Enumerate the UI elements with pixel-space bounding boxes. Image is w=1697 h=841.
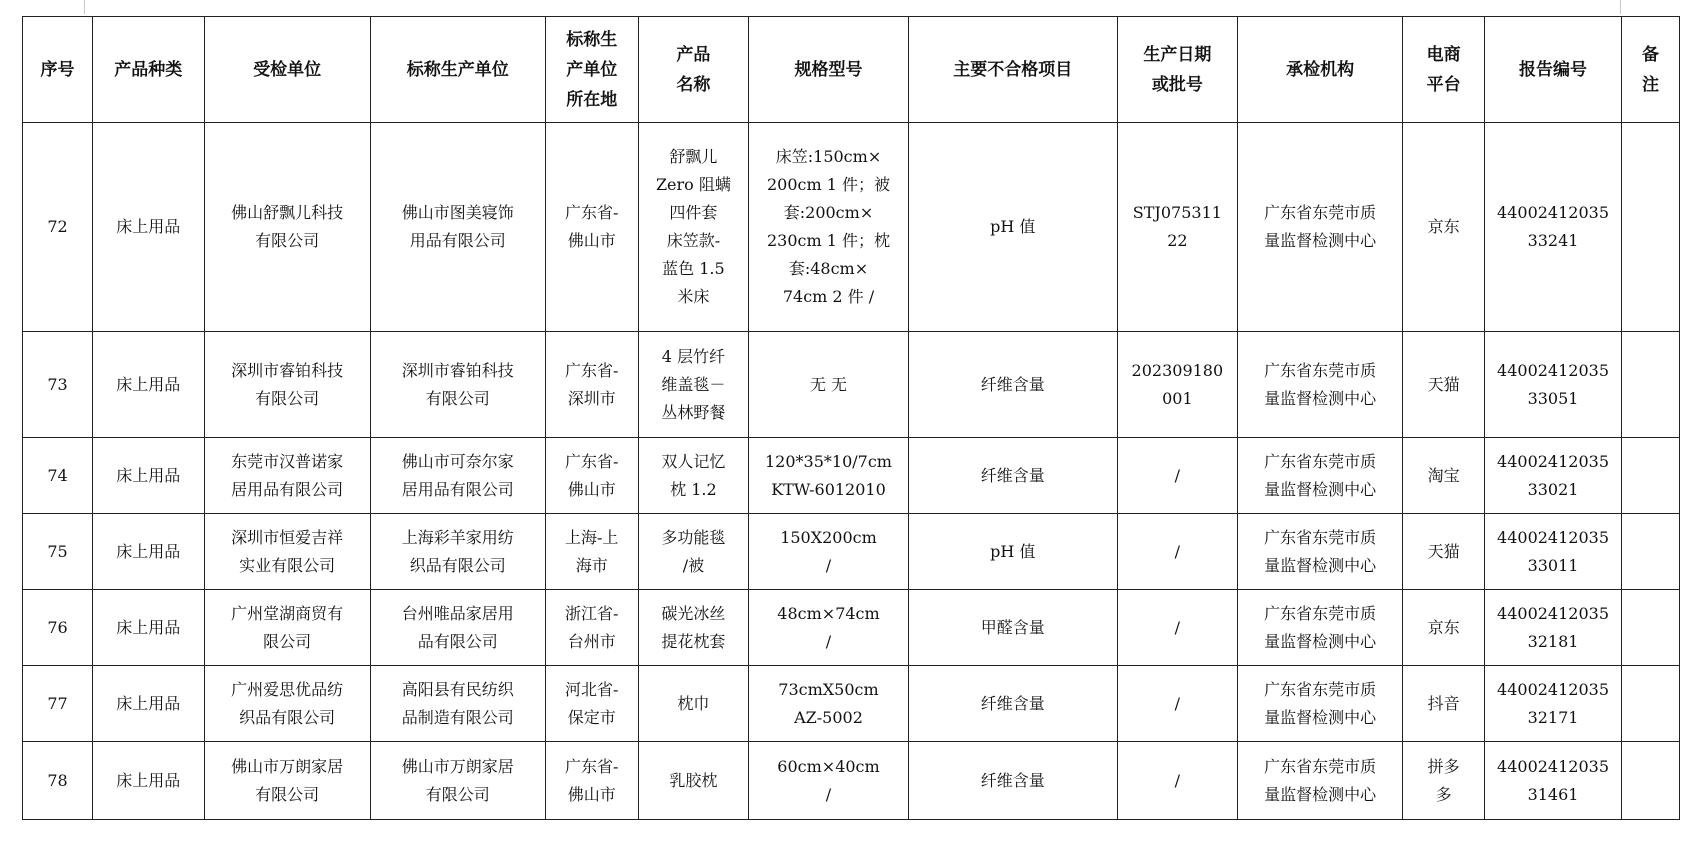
- cell-inspected-unit: 佛山市万朗家居 有限公司: [204, 742, 370, 820]
- cell-inspected-unit: 深圳市睿铂科技 有限公司: [204, 332, 370, 438]
- cell-remark: [1621, 123, 1679, 332]
- cell-specification: 60cm×40cm /: [749, 742, 909, 820]
- cell-report-number: 44002412035 31461: [1485, 742, 1622, 820]
- cell-report-number: 44002412035 33021: [1485, 438, 1622, 514]
- cell-producer-location: 广东省- 深圳市: [545, 332, 638, 438]
- cell-failed-item: 甲醛含量: [908, 590, 1117, 666]
- cell-nominal-producer: 佛山市可奈尔家 居用品有限公司: [370, 438, 545, 514]
- page-corner-mark-left: [84, 0, 85, 14]
- cell-specification: 48cm×74cm /: [749, 590, 909, 666]
- cell-production-date-batch: STJ075311 22: [1117, 123, 1237, 332]
- cell-report-number: 44002412035 32171: [1485, 666, 1622, 742]
- cell-inspected-unit: 佛山舒飘儿科技 有限公司: [204, 123, 370, 332]
- header-ecommerce-platform: 电商 平台: [1403, 17, 1485, 123]
- cell-nominal-producer: 高阳县有民纺织 品制造有限公司: [370, 666, 545, 742]
- cell-testing-agency: 广东省东莞市质 量监督检测中心: [1238, 514, 1403, 590]
- cell-production-date-batch: /: [1117, 438, 1237, 514]
- cell-product-name: 4 层竹纤 维盖毯－ 丛林野餐: [638, 332, 748, 438]
- cell-testing-agency: 广东省东莞市质 量监督检测中心: [1238, 123, 1403, 332]
- header-serial-no: 序号: [23, 17, 93, 123]
- cell-ecommerce-platform: 抖音: [1403, 666, 1485, 742]
- table-row: [23, 123, 1680, 332]
- cell-ecommerce-platform: 淘宝: [1403, 438, 1485, 514]
- cell-product-name: 多功能毯 /被: [638, 514, 748, 590]
- header-producer-location: 标称生 产单位 所在地: [545, 17, 638, 123]
- cell-product-name: 碳光冰丝 提花枕套: [638, 590, 748, 666]
- table-row: [23, 438, 1680, 514]
- cell-remark: [1621, 742, 1679, 820]
- cell-ecommerce-platform: 拼多 多: [1403, 742, 1485, 820]
- cell-remark: [1621, 666, 1679, 742]
- cell-product-category: 床上用品: [92, 514, 204, 590]
- cell-producer-location: 河北省- 保定市: [545, 666, 638, 742]
- cell-testing-agency: 广东省东莞市质 量监督检测中心: [1238, 742, 1403, 820]
- header-product-name: 产品 名称: [638, 17, 748, 123]
- cell-testing-agency: 广东省东莞市质 量监督检测中心: [1238, 438, 1403, 514]
- cell-producer-location: 上海-上 海市: [545, 514, 638, 590]
- cell-remark: [1621, 514, 1679, 590]
- cell-inspected-unit: 广州堂湖商贸有 限公司: [204, 590, 370, 666]
- cell-specification: 150X200cm /: [749, 514, 909, 590]
- cell-production-date-batch: /: [1117, 666, 1237, 742]
- cell-nominal-producer: 佛山市万朗家居 有限公司: [370, 742, 545, 820]
- cell-specification: 120*35*10/7cm KTW-6012010: [749, 438, 909, 514]
- cell-product-category: 床上用品: [92, 666, 204, 742]
- cell-serial-no: 74: [23, 438, 93, 514]
- table-row: [23, 666, 1680, 742]
- header-production-date-batch: 生产日期 或批号: [1117, 17, 1237, 123]
- cell-specification: 床笠:150cm× 200cm 1 件；被 套:200cm× 230cm 1 件；枕 套:48cm× 74cm 2 件 /: [749, 123, 909, 332]
- table-row: [23, 332, 1680, 438]
- table-row: [23, 742, 1680, 820]
- cell-report-number: 44002412035 33011: [1485, 514, 1622, 590]
- cell-testing-agency: 广东省东莞市质 量监督检测中心: [1238, 590, 1403, 666]
- cell-product-category: 床上用品: [92, 590, 204, 666]
- cell-production-date-batch: /: [1117, 742, 1237, 820]
- header-remark: 备 注: [1621, 17, 1679, 123]
- cell-ecommerce-platform: 天猫: [1403, 514, 1485, 590]
- cell-nominal-producer: 台州唯品家居用 品有限公司: [370, 590, 545, 666]
- cell-inspected-unit: 广州爱思优品纺 织品有限公司: [204, 666, 370, 742]
- cell-remark: [1621, 590, 1679, 666]
- table-row: [23, 514, 1680, 590]
- cell-specification: 73cmX50cm AZ-5002: [749, 666, 909, 742]
- cell-failed-item: 纤维含量: [908, 666, 1117, 742]
- header-report-number: 报告编号: [1485, 17, 1622, 123]
- cell-nominal-producer: 深圳市睿铂科技 有限公司: [370, 332, 545, 438]
- cell-serial-no: 75: [23, 514, 93, 590]
- cell-product-name: 枕巾: [638, 666, 748, 742]
- cell-failed-item: 纤维含量: [908, 742, 1117, 820]
- cell-product-name: 乳胶枕: [638, 742, 748, 820]
- cell-serial-no: 78: [23, 742, 93, 820]
- inspection-results-table: [22, 16, 1680, 820]
- cell-inspected-unit: 东莞市汉普诺家 居用品有限公司: [204, 438, 370, 514]
- cell-ecommerce-platform: 京东: [1403, 123, 1485, 332]
- cell-nominal-producer: 上海彩羊家用纺 织品有限公司: [370, 514, 545, 590]
- header-specification: 规格型号: [749, 17, 909, 123]
- cell-production-date-batch: /: [1117, 514, 1237, 590]
- cell-product-name: 双人记忆 枕 1.2: [638, 438, 748, 514]
- cell-specification: 无 无: [749, 332, 909, 438]
- cell-product-category: 床上用品: [92, 123, 204, 332]
- cell-failed-item: pH 值: [908, 123, 1117, 332]
- cell-producer-location: 广东省- 佛山市: [545, 742, 638, 820]
- cell-producer-location: 浙江省- 台州市: [545, 590, 638, 666]
- cell-serial-no: 72: [23, 123, 93, 332]
- header-inspected-unit: 受检单位: [204, 17, 370, 123]
- table-row: [23, 590, 1680, 666]
- header-testing-agency: 承检机构: [1238, 17, 1403, 123]
- cell-producer-location: 广东省- 佛山市: [545, 123, 638, 332]
- cell-inspected-unit: 深圳市恒爱吉祥 实业有限公司: [204, 514, 370, 590]
- cell-production-date-batch: 202309180 001: [1117, 332, 1237, 438]
- header-failed-item: 主要不合格项目: [908, 17, 1117, 123]
- cell-remark: [1621, 332, 1679, 438]
- header-nominal-producer: 标称生产单位: [370, 17, 545, 123]
- cell-testing-agency: 广东省东莞市质 量监督检测中心: [1238, 332, 1403, 438]
- cell-report-number: 44002412035 33241: [1485, 123, 1622, 332]
- cell-serial-no: 73: [23, 332, 93, 438]
- cell-serial-no: 76: [23, 590, 93, 666]
- cell-report-number: 44002412035 33051: [1485, 332, 1622, 438]
- cell-production-date-batch: /: [1117, 590, 1237, 666]
- cell-ecommerce-platform: 天猫: [1403, 332, 1485, 438]
- page-corner-mark-right: [1620, 0, 1621, 14]
- cell-report-number: 44002412035 32181: [1485, 590, 1622, 666]
- cell-remark: [1621, 438, 1679, 514]
- cell-product-category: 床上用品: [92, 438, 204, 514]
- cell-serial-no: 77: [23, 666, 93, 742]
- cell-testing-agency: 广东省东莞市质 量监督检测中心: [1238, 666, 1403, 742]
- cell-product-category: 床上用品: [92, 742, 204, 820]
- header-product-category: 产品种类: [92, 17, 204, 123]
- cell-failed-item: 纤维含量: [908, 438, 1117, 514]
- cell-ecommerce-platform: 京东: [1403, 590, 1485, 666]
- cell-failed-item: 纤维含量: [908, 332, 1117, 438]
- cell-product-name: 舒飘儿 Zero 阻螨 四件套 床笠款- 蓝色 1.5 米床: [638, 123, 748, 332]
- cell-product-category: 床上用品: [92, 332, 204, 438]
- cell-producer-location: 广东省- 佛山市: [545, 438, 638, 514]
- cell-failed-item: pH 值: [908, 514, 1117, 590]
- table-header-row: [23, 17, 1680, 123]
- cell-nominal-producer: 佛山市图美寝饰 用品有限公司: [370, 123, 545, 332]
